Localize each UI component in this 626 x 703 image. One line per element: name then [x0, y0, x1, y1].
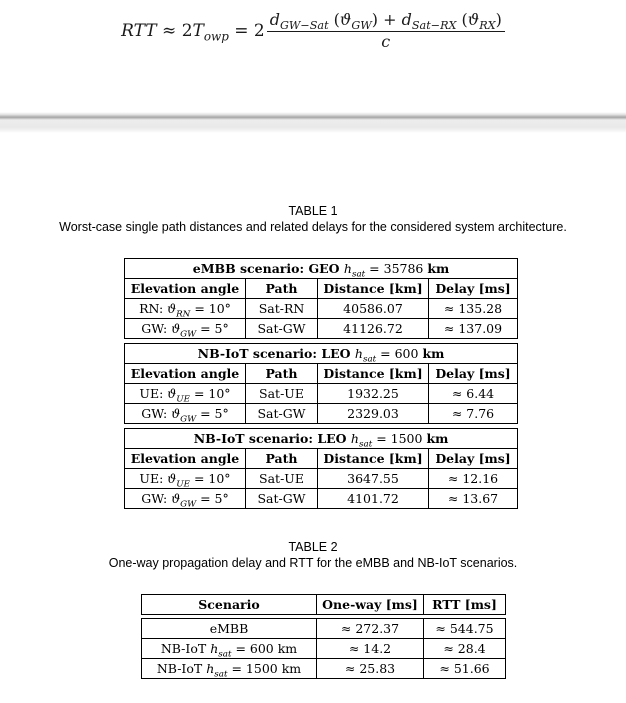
delay-cell: ≈ 137.09: [429, 319, 518, 339]
elevation-cell: GW: $ϑ_{GW} = 5^\circ$: [125, 489, 246, 509]
table-row: [142, 619, 506, 639]
table-row: [125, 344, 518, 364]
table-row: [142, 639, 506, 659]
table-row: [125, 429, 518, 449]
page-separator: [0, 112, 626, 133]
rtt-equation: [0, 9, 626, 51]
scenario-cell: eMBB: [142, 619, 317, 639]
scenario-header-cell: NB-IoT scenario: LEO $h_{sat} = 1500$ km: [125, 429, 518, 449]
table1-caption: [0, 203, 626, 235]
table2-caption: [0, 539, 626, 571]
column-header-cell: Elevation angle: [125, 279, 246, 299]
column-header-cell: Distance [km]: [318, 449, 429, 469]
table-row: [125, 364, 518, 384]
elevation-cell: GW: $ϑ_{GW} = 5^\circ$: [125, 404, 246, 424]
table-row: [125, 449, 518, 469]
table1-section-nbiot-1500: [124, 428, 518, 509]
table1-section-nbiot-600: [124, 343, 518, 424]
column-header-cell: Elevation angle: [125, 449, 246, 469]
oneway-cell: ≈ 14.2: [317, 639, 424, 659]
column-header-cell: One-way [ms]: [317, 595, 424, 615]
distance-cell: 40586.07: [318, 299, 429, 319]
table2-header: [141, 594, 506, 615]
table-row: [142, 659, 506, 679]
delay-cell: ≈ 12.16: [429, 469, 518, 489]
oneway-cell: ≈ 272.37: [317, 619, 424, 639]
table-row: [142, 595, 506, 615]
path-cell: Sat-RN: [246, 299, 318, 319]
scenario-header-cell: NB-IoT scenario: LEO $h_{sat} = 600$ km: [125, 344, 518, 364]
fraction-numerator: $d_{GW-Sat}$ $(ϑ_{GW}) + d_{Sat-RX}$ $(ϑ_{RX})$: [269, 10, 502, 33]
delay-cell: ≈ 6.44: [429, 384, 518, 404]
table2: [141, 594, 505, 683]
path-cell: Sat-UE: [246, 384, 318, 404]
distance-cell: 1932.25: [318, 384, 429, 404]
delay-cell: ≈ 135.28: [429, 299, 518, 319]
path-cell: Sat-GW: [246, 319, 318, 339]
rtt-cell: ≈ 28.4: [424, 639, 506, 659]
column-header-cell: Elevation angle: [125, 364, 246, 384]
distance-cell: 4101.72: [318, 489, 429, 509]
table1-caption-text: Worst-case single path distances and related delays for the considered system architecture.: [59, 220, 567, 234]
column-header-cell: Path: [246, 449, 318, 469]
fraction-denominator: c: [267, 31, 505, 51]
table-row: [125, 384, 518, 404]
column-header-cell: Distance [km]: [318, 364, 429, 384]
table-row: [125, 299, 518, 319]
scenario-cell: NB-IoT $h_{sat} = 1500$ km: [142, 659, 317, 679]
elevation-cell: GW: $ϑ_{GW} = 5^\circ$: [125, 319, 246, 339]
column-header-cell: Path: [246, 364, 318, 384]
table2-label: TABLE 2: [288, 540, 338, 554]
column-header-cell: Distance [km]: [318, 279, 429, 299]
table1-section-embb: [124, 258, 518, 339]
path-cell: Sat-UE: [246, 469, 318, 489]
column-header-cell: Delay [ms]: [429, 364, 518, 384]
table-row: [125, 259, 518, 279]
table-row: [125, 319, 518, 339]
distance-cell: 2329.03: [318, 404, 429, 424]
rtt-cell: ≈ 51.66: [424, 659, 506, 679]
oneway-cell: ≈ 25.83: [317, 659, 424, 679]
table-row: [125, 489, 518, 509]
column-header-cell: RTT [ms]: [424, 595, 506, 615]
equation-fraction: [267, 9, 505, 51]
table2-body: [141, 618, 506, 679]
delay-cell: ≈ 7.76: [429, 404, 518, 424]
delay-cell: ≈ 13.67: [429, 489, 518, 509]
path-cell: Sat-GW: [246, 489, 318, 509]
elevation-cell: RN: $ϑ_{RN} = 10^\circ$: [125, 299, 246, 319]
distance-cell: 3647.55: [318, 469, 429, 489]
scenario-header-cell: eMBB scenario: GEO $h_{sat} = 35786$ km: [125, 259, 518, 279]
elevation-cell: UE: $ϑ_{UE} = 10^\circ$: [125, 469, 246, 489]
path-cell: Sat-GW: [246, 404, 318, 424]
table1-label: TABLE 1: [288, 204, 338, 218]
column-header-cell: Scenario: [142, 595, 317, 615]
column-header-cell: Delay [ms]: [429, 279, 518, 299]
scenario-cell: NB-IoT $h_{sat} = 600$ km: [142, 639, 317, 659]
table-row: [125, 279, 518, 299]
elevation-cell: UE: $ϑ_{UE} = 10^\circ$: [125, 384, 246, 404]
rtt-cell: ≈ 544.75: [424, 619, 506, 639]
table-row: [125, 404, 518, 424]
table-row: [125, 469, 518, 489]
column-header-cell: Delay [ms]: [429, 449, 518, 469]
column-header-cell: Path: [246, 279, 318, 299]
equation-lhs: RTT ≈ $2T_{owp} = 2$: [121, 21, 265, 44]
table1: [124, 258, 517, 513]
distance-cell: 41126.72: [318, 319, 429, 339]
table2-caption-text: One-way propagation delay and RTT for the eMBB and NB-IoT scenarios.: [108, 556, 518, 570]
